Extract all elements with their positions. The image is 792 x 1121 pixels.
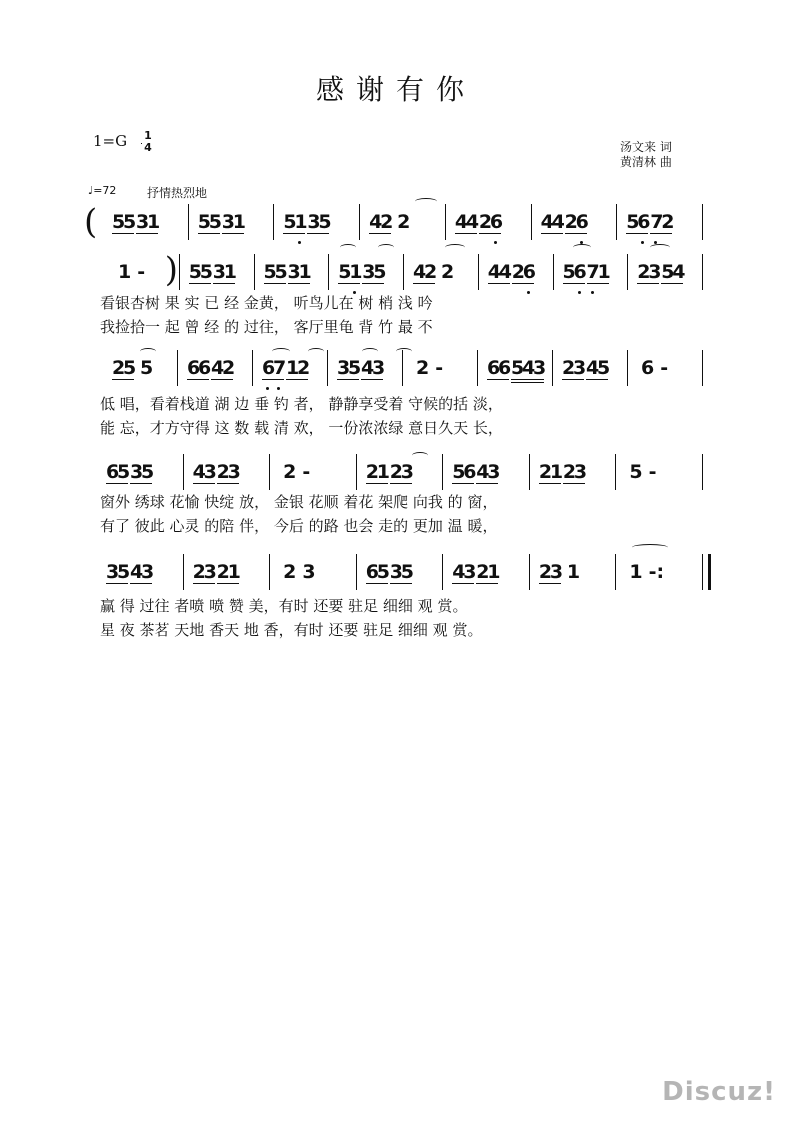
slur [308,348,324,355]
note: 2 [538,561,554,583]
beam-group [478,211,505,234]
beam-group [361,357,387,380]
barline [402,350,403,386]
note: 1 [376,461,391,483]
measure [279,462,310,482]
beam-group [476,561,502,584]
note: 5 [197,211,212,233]
note: 1 [147,211,162,233]
note: 5 [117,561,132,583]
measure [192,561,242,584]
composer-credit: 黄清林 曲 [620,155,672,169]
note: 3 [362,261,377,283]
lyrics-verse-1: 看银杏树 果 实 已 经 金黄， 听鸟儿在 树 梢 浅 吟 [100,294,433,312]
measure [625,462,656,482]
note: 5 [123,357,138,379]
barline [529,454,530,490]
measure [562,357,612,380]
measure [625,562,664,582]
note: 6 [489,211,505,233]
barline [254,254,255,290]
note: 5 [263,261,278,283]
note: 2 [389,461,404,483]
note: 5 [117,461,132,483]
note: 4 [551,211,566,233]
beam-group [362,261,388,284]
beam-group [130,461,156,484]
note: 7 [650,211,665,233]
note: 2 [216,561,231,583]
measure [338,261,388,284]
final-barline [708,554,711,590]
note: -: [648,561,665,583]
beam-group [221,211,247,234]
beam-group [287,261,313,284]
note: 4 [540,211,555,233]
lyrics-verse-2: 星 夜 茶茗 天地 香天 地 香，有时 还要 驻足 细细 观 赏。 [100,621,483,639]
beam-group [562,357,588,380]
note: 2 [562,357,577,379]
beam-group [216,561,242,584]
note: 5 [661,261,676,283]
note: 3 [337,357,352,379]
note: 1 [629,561,643,583]
barline [702,204,703,240]
note: 1 [223,261,238,283]
barline [529,554,530,590]
barline [177,350,178,386]
measure [487,261,537,284]
barline [615,454,616,490]
beam-group [454,211,481,234]
note: 5 [338,261,353,283]
measure [192,461,242,484]
beam-group [307,211,333,234]
beam-group [538,561,565,584]
note: 2 [511,261,526,283]
note: 2 [416,357,430,379]
note: 3 [221,211,236,233]
note: 3 [389,561,404,583]
measure [412,358,443,378]
note: 3 [212,261,227,283]
note: 3 [648,261,663,283]
beam-group [476,461,502,484]
barline [356,454,357,490]
note: 4 [192,461,207,483]
barline [356,554,357,590]
barline [179,254,180,290]
note: 3 [136,211,151,233]
note: 1 [232,211,247,233]
barline [702,350,703,386]
measure [112,211,162,234]
beam-group [637,261,663,284]
note: 5 [376,561,391,583]
barline [252,350,253,386]
note: 4 [413,261,428,283]
note: 3 [227,461,242,483]
barline [442,554,443,590]
barline [702,254,703,290]
beam-group [540,211,566,234]
note: 6 [573,261,588,283]
beam-group [365,561,391,584]
slur [272,348,290,355]
note: 3 [463,561,478,583]
note: 6 [198,357,213,379]
note: - [137,261,146,283]
note: 6 [106,461,121,483]
note: 3 [130,461,145,483]
note: 2 [297,357,312,379]
note: 6 [498,357,513,379]
beam-group [452,461,478,484]
barline [183,554,184,590]
note: 4 [452,561,467,583]
measure [626,211,676,234]
barline [269,554,270,590]
note: 1 [118,261,132,283]
beam-group [487,261,513,284]
time-signature [141,130,155,154]
measure [369,212,410,234]
lyrics-verse-1: 赢 得 过往 者喷 喷 赞 美，有时 还要 驻足 细细 观 赏。 [100,597,468,615]
note: 4 [476,461,491,483]
note: 4 [487,261,502,283]
note: 5 [123,211,138,233]
beam-group [337,357,363,380]
lyrics-verse-2: 有了 彼此 心灵 的陪 伴， 今后 的路 也会 走的 更加 温 暖， [100,517,498,535]
note: 5 [199,261,214,283]
note: 4 [361,357,376,379]
note: 3 [533,357,548,379]
note: 1 [597,261,612,283]
beam-group [586,261,612,284]
note: 4 [672,261,687,283]
note: 2 [441,261,455,283]
measure [283,211,333,234]
note: 5 [141,461,156,483]
note: 4 [522,357,537,379]
beam-group [538,461,565,484]
barline [445,204,446,240]
beam-group [286,357,312,380]
note: 3 [203,461,218,483]
beam-group [192,561,218,584]
note: 5 [373,261,388,283]
time-signature-top: 1 [144,129,152,142]
barline [327,350,328,386]
note: 3 [141,561,156,583]
measure [413,262,454,284]
note: 4 [454,211,470,233]
barline [328,254,329,290]
song-title: 感谢有你 [315,73,476,106]
note: 3 [573,357,588,379]
note: 5 [188,261,203,283]
barline [531,204,532,240]
note: 6 [262,357,277,379]
note: 2 [380,211,395,233]
note: 6 [575,211,590,233]
note: 4 [130,561,145,583]
note: 2 [283,461,297,483]
note: 3 [372,357,387,379]
measure [114,262,145,282]
barline [702,554,703,590]
note: 5 [348,357,363,379]
slur [415,198,437,205]
note: 3 [106,561,121,583]
beam-group [661,261,687,284]
barline [627,350,628,386]
beam-group [626,211,652,234]
measure [365,461,415,484]
beam-group [338,261,364,284]
note: 7 [586,261,601,283]
measure [197,211,247,234]
measure [452,561,502,584]
barline [269,454,270,490]
slur [378,244,394,251]
measure [106,561,156,584]
note: - [435,357,444,379]
measure [562,261,612,284]
note: 6 [522,261,537,283]
note: 3 [287,261,302,283]
note: 5 [562,261,577,283]
beam-group [562,461,589,484]
lyrics-verse-2: 能 忘，才方守得 这 数 载 清 欢， 一份浓浓绿 意日久天 长， [100,419,503,437]
note: 4 [586,357,601,379]
barline [183,454,184,490]
barline [359,204,360,240]
watermark: Discuz! [662,1077,776,1107]
note: 2 [397,211,411,233]
beam-group [564,211,590,234]
note: 1 [227,561,242,583]
repeat-paren: ( [84,202,98,242]
beam-group [112,211,138,234]
beam-group [586,357,612,380]
beam-group [130,561,156,584]
beam-group [562,261,588,284]
barline [553,254,554,290]
note: 5 [140,357,154,379]
beam-group [413,261,439,284]
beam-group [212,261,238,284]
note: 2 [637,261,652,283]
measure [279,562,315,582]
lyrics-verse-1: 窗外 绣球 花愉 快绽 放， 金银 花顺 着花 架爬 向我 的 窗， [100,493,498,511]
note: 2 [283,561,297,583]
note: 1 [566,561,581,583]
note: 2 [476,561,491,583]
note: 6 [637,211,652,233]
note: 5 [400,561,415,583]
beam-group [106,461,132,484]
barline [188,204,189,240]
barline [552,350,553,386]
note: 2 [538,461,554,483]
barline [616,204,617,240]
note: 2 [222,357,237,379]
beam-group [283,211,309,234]
note: 5 [208,211,223,233]
beam-group [487,357,513,380]
measure [262,357,312,380]
note: 2 [661,211,676,233]
beam-group [389,561,415,584]
beam-group [369,211,395,234]
slur [445,244,465,251]
slur [650,244,670,251]
barline [478,254,479,290]
note: 3 [203,561,218,583]
note: - [660,357,669,379]
measure [454,211,505,234]
beam-group [650,211,676,234]
note: 3 [302,561,316,583]
repeat-paren-close: ) [164,250,179,290]
note: 2 [112,357,127,379]
measure [365,561,415,584]
note: 5 [511,357,526,379]
note: 1 [549,461,565,483]
measure [112,358,153,380]
note: 5 [318,211,333,233]
beam-group [389,461,415,484]
lyrics-verse-1: 低 唱，看着栈道 湖 边 垂 钓 者， 静静享受着 守候的括 淡， [100,395,503,413]
barline [403,254,404,290]
note: 5 [112,211,127,233]
measure [337,357,387,380]
slur [412,452,428,459]
note: 4 [465,211,481,233]
note: 1 [286,357,301,379]
note: 5 [452,461,467,483]
beam-group [106,561,132,584]
barline [615,554,616,590]
note: 5 [597,357,612,379]
note: 2 [365,461,380,483]
note: 2 [216,461,231,483]
barline [477,350,478,386]
measure [187,357,237,380]
note: 1 [294,211,309,233]
note: 4 [369,211,384,233]
note: 3 [549,561,565,583]
beam-group [511,357,548,383]
note: 6 [365,561,380,583]
measure [540,211,590,234]
barline [273,204,274,240]
note: 3 [573,461,589,483]
note: 5 [629,461,643,483]
measure [487,357,548,383]
key-signature: 1=G [93,132,128,150]
barline [702,454,703,490]
beam-group [187,357,213,380]
measure [538,461,589,484]
measure [263,261,313,284]
note: 2 [478,211,494,233]
beam-group [197,211,223,234]
note: 1 [298,261,313,283]
barline [442,454,443,490]
beam-group [262,357,288,380]
note: 7 [273,357,288,379]
note: 1 [487,561,502,583]
note: - [302,461,311,483]
beam-group [188,261,214,284]
beam-group [136,211,162,234]
note: 1 [349,261,364,283]
note: 4 [498,261,513,283]
lyricist-credit: 汤文来 词 [620,140,672,154]
measure [188,261,238,284]
note: 6 [487,357,502,379]
note: 3 [400,461,415,483]
beam-group [192,461,218,484]
note: 5 [283,211,298,233]
beam-group [112,357,138,380]
measure [106,461,156,484]
note: 5 [274,261,289,283]
measure [539,562,580,584]
beam-group [216,461,242,484]
note: 3 [307,211,322,233]
slur [573,244,591,251]
note: 5 [626,211,641,233]
note: 2 [564,211,579,233]
note: 6 [463,461,478,483]
lyrics-verse-2: 我捡拾一 起 曾 经 的 过往， 客厅里龟 背 竹 最 不 [100,318,433,336]
note: - [648,461,657,483]
tempo-marking: ♩=72 [88,184,117,197]
note: 6 [187,357,202,379]
measure [452,461,502,484]
measure [637,261,687,284]
time-signature-bottom: 4 [144,141,152,154]
slur [140,348,156,355]
slur [632,544,668,551]
measure [637,358,668,378]
expression-marking: 抒情热烈地 [147,186,208,200]
note: 3 [487,461,502,483]
beam-group [452,561,478,584]
note: 6 [641,357,655,379]
beam-group [511,261,537,284]
barline [627,254,628,290]
beam-group [263,261,289,284]
note: 2 [192,561,207,583]
beam-group [365,461,391,484]
slur [362,348,378,355]
note: 4 [211,357,226,379]
slur [340,244,356,251]
slur [396,348,412,355]
note: 2 [424,261,439,283]
beam-group [211,357,237,380]
note: 2 [562,461,578,483]
